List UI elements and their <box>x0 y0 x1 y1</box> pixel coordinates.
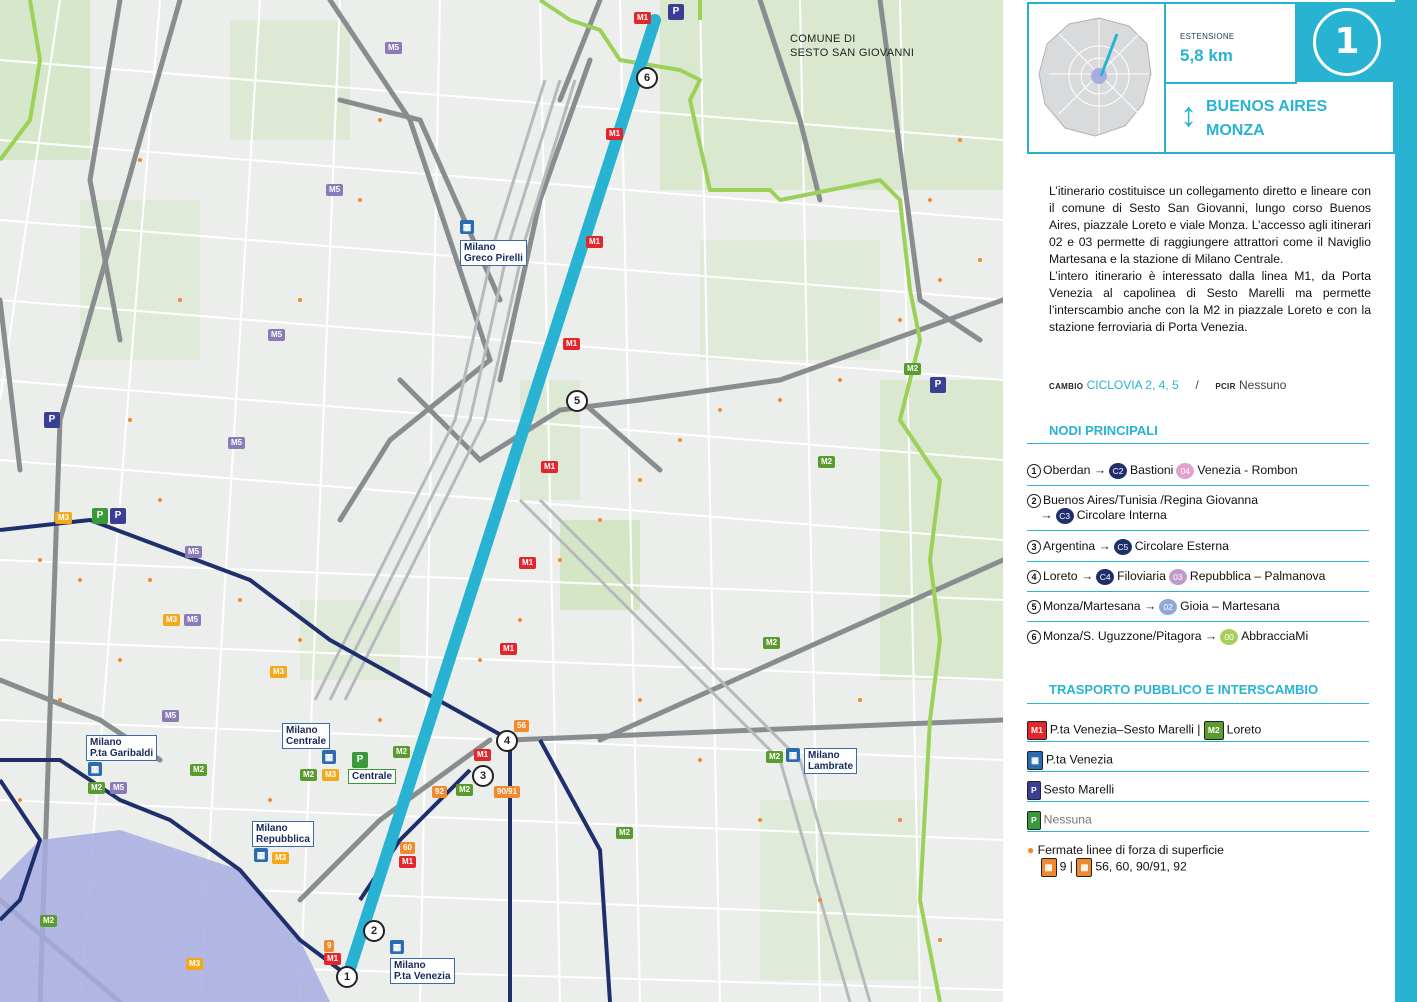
node-number: 4 <box>1027 570 1041 584</box>
station-line1: Milano <box>808 750 840 761</box>
divider <box>1027 801 1369 802</box>
m5-badge[interactable]: M5 <box>185 546 202 558</box>
station-line1: Milano <box>394 960 426 971</box>
station-line2: Repubblica <box>256 834 310 845</box>
route-number-box <box>1297 4 1397 82</box>
m5-badge[interactable]: M5 <box>184 614 201 626</box>
m3-badge[interactable]: M3 <box>322 769 339 781</box>
station-greco[interactable] <box>460 240 527 266</box>
node-number: 1 <box>1027 464 1041 478</box>
metro-separator: | <box>1197 722 1201 737</box>
cambio-label: CAMBIO <box>1049 382 1084 391</box>
extension-label: ESTENSIONE <box>1180 32 1235 41</box>
route-number: 1 <box>1313 8 1381 76</box>
ciclovia-label: Gioia – Martesana <box>1180 599 1280 614</box>
bike-parking-label: Nessuna <box>1043 812 1092 827</box>
ciclovia-label: Circolare Interna <box>1076 508 1167 523</box>
divider <box>1027 561 1369 562</box>
bus-60-badge[interactable]: 60 <box>400 842 415 854</box>
m2-badge[interactable]: M2 <box>763 637 780 649</box>
metro-m2-label: Loreto <box>1226 722 1262 737</box>
m3-badge[interactable]: M3 <box>272 852 289 864</box>
m2-badge[interactable]: M2 <box>904 363 921 375</box>
rail-label: P.ta Venezia <box>1046 752 1113 767</box>
node-name: Buenos Aires/Tunisia /Regina Giovanna <box>1043 493 1258 507</box>
extension-box <box>1166 4 1297 84</box>
tram-9-badge[interactable]: 9 <box>324 940 334 952</box>
parking-row[interactable] <box>1027 781 1377 800</box>
m2-badge[interactable]: M2 <box>300 769 317 781</box>
m2-badge[interactable]: M2 <box>88 782 105 794</box>
train-icon: ▦ <box>786 748 800 762</box>
stops-separator: | <box>1069 859 1073 874</box>
parking-icon[interactable]: P <box>110 508 126 524</box>
station-repubblica[interactable] <box>252 821 314 847</box>
bike-parking-icon: P <box>1027 811 1041 830</box>
train-icon: ▦ <box>88 762 102 776</box>
station-line2: P.ta Venezia <box>394 971 451 982</box>
node-row-6[interactable]: 6 Monza/S. Uguzzone/Pitagora → 00 AbbracciaMi <box>1027 629 1377 645</box>
station-line1: Milano <box>256 823 288 834</box>
side-stripe <box>1395 0 1417 1002</box>
node-name: Oberdan <box>1043 463 1091 478</box>
node-name: Loreto <box>1043 569 1078 584</box>
m3-badge[interactable]: M3 <box>186 958 203 970</box>
comune-line2: SESTO SAN GIOVANNI <box>790 47 915 59</box>
station-line1: Milano <box>90 737 122 748</box>
station-garibaldi[interactable] <box>86 735 157 761</box>
m5-badge[interactable]: M5 <box>268 329 285 341</box>
node-number: 6 <box>1027 630 1041 644</box>
route-to: MONZA <box>1206 122 1265 139</box>
m1-badge[interactable]: M1 <box>586 236 603 248</box>
m1-badge: M1 <box>1027 721 1047 740</box>
divider <box>1027 703 1369 704</box>
m1-badge[interactable]: M1 <box>606 128 623 140</box>
m1-badge[interactable]: M1 <box>399 856 416 868</box>
ciclovia-code: 03 <box>1169 569 1187 585</box>
divider <box>1027 443 1369 444</box>
ciclovia-label: Filoviaria <box>1117 569 1166 584</box>
ciclovia-code: C3 <box>1056 508 1074 524</box>
node-number: 3 <box>1027 540 1041 554</box>
description-paragraph-2: L’intero itinerario è interessato dalla linea M1, da Porta Venezia al capolinea di Sesto Marelli ma permette l’interscambio anche con la M2 in piazzale Loreto e con la stazione ferroviaria di Porta Venezia. <box>1049 269 1371 334</box>
divider <box>1027 741 1369 742</box>
node-row-1[interactable]: 1 Oberdan → C2 Bastioni 04 Venezia - Rombon <box>1027 463 1377 479</box>
bidirectional-arrow-icon: ↕ <box>1180 96 1197 134</box>
ciclovia-label: Bastioni <box>1130 463 1174 478</box>
ciclovia-code: C4 <box>1096 569 1114 585</box>
extension-value: 5,8 km <box>1180 46 1233 65</box>
cambio-row <box>1049 378 1286 392</box>
ciclovia-code: C5 <box>1114 539 1132 555</box>
bus-values: 56, 60, 90/91, 92 <box>1095 859 1187 874</box>
station-venezia[interactable] <box>390 958 455 984</box>
node-name: Monza/Martesana <box>1043 599 1141 614</box>
bus-icon: ▦ <box>1076 858 1092 877</box>
m5-badge[interactable]: M5 <box>326 184 343 196</box>
station-line2: Centrale <box>286 736 327 747</box>
station-line2: Lambrate <box>808 761 854 772</box>
ciclovia-label: Venezia - Rombon <box>1197 463 1298 478</box>
tram-icon: ▦ <box>1041 858 1057 877</box>
m1-badge[interactable]: M1 <box>634 12 651 24</box>
bike-parking-icon[interactable]: P <box>92 508 108 524</box>
m2-badge[interactable]: M2 <box>190 764 207 776</box>
divider <box>1027 621 1369 622</box>
cambio-value: CICLOVIA 2, 4, 5 <box>1086 378 1179 392</box>
station-centrale[interactable] <box>282 723 330 749</box>
ciclovia-label: Repubblica – Palmanova <box>1189 569 1326 584</box>
m2-badge[interactable]: M2 <box>456 784 473 796</box>
m5-badge[interactable]: M5 <box>228 437 245 449</box>
m1-badge[interactable]: M1 <box>474 749 491 761</box>
ciclovia-code: 04 <box>1176 463 1194 479</box>
tram-value: 9 <box>1059 859 1067 874</box>
bike-parking-icon[interactable]: P <box>352 752 368 768</box>
train-icon: ▦ <box>322 750 336 764</box>
metro-row[interactable] <box>1027 721 1377 740</box>
station-lambrate[interactable] <box>804 748 857 774</box>
bike-parking-row[interactable] <box>1027 811 1377 830</box>
stops-label: Fermate linee di forza di superficie <box>1037 843 1224 857</box>
transport-title: TRASPORTO PUBBLICO E INTERSCAMBIO <box>1049 682 1319 697</box>
cambio-separator: / <box>1195 378 1199 392</box>
city-outline-icon <box>1029 4 1162 152</box>
divider <box>1027 591 1369 592</box>
m1-badge[interactable]: M1 <box>541 461 558 473</box>
m2-badge[interactable]: M2 <box>766 751 783 763</box>
node-number: 5 <box>1027 600 1041 614</box>
m1-badge[interactable]: M1 <box>519 557 536 569</box>
info-panel <box>1003 0 1417 1002</box>
node-row-2[interactable]: 2 Buenos Aires/Tunisia /Regina Giovanna → C3 Circolare Interna <box>1027 493 1258 523</box>
m2-badge[interactable]: M2 <box>40 915 57 927</box>
ciclovia-label: Circolare Esterna <box>1134 539 1229 554</box>
bus-90-91-badge[interactable]: 90/91 <box>494 786 520 798</box>
m3-badge[interactable]: M3 <box>163 614 180 626</box>
station-line2: P.ta Garibaldi <box>90 748 154 759</box>
divider <box>1027 485 1369 486</box>
train-icon: ▦ <box>254 848 268 862</box>
m2-badge[interactable]: M2 <box>616 827 633 839</box>
description-paragraph-1: L’itinerario costituisce un collegamento diretto e lineare con il comune di Sesto San Giovanni, lungo corso Buenos Aires, piazzale Loreto e viale Monza. L’accesso agli itinerari 02 e 03 permette di raggiungere attrattori come il Naviglio Martesana e la stazione di Milano Centrale. <box>1049 184 1371 266</box>
rail-row[interactable] <box>1027 751 1377 770</box>
node-5[interactable]: 5 <box>566 390 588 412</box>
node-name: Monza/S. Uguzzone/Pitagora <box>1043 629 1202 644</box>
parking-icon[interactable]: P <box>930 377 946 393</box>
station-line1: Milano <box>464 242 496 253</box>
m1-badge[interactable]: M1 <box>324 953 341 965</box>
station-line1: Milano <box>286 725 318 736</box>
divider <box>1027 530 1369 531</box>
bus-92-badge[interactable]: 92 <box>432 786 447 798</box>
node-1[interactable]: 1 <box>336 966 358 988</box>
m2-badge[interactable]: M2 <box>818 456 835 468</box>
parking-icon[interactable]: P <box>668 4 684 20</box>
m3-badge[interactable]: M3 <box>55 512 72 524</box>
m5-badge[interactable]: M5 <box>110 782 127 794</box>
node-number: 2 <box>1027 494 1041 508</box>
train-icon: ▦ <box>460 220 474 234</box>
m2-badge: M2 <box>1204 721 1224 740</box>
train-icon: ▦ <box>390 940 404 954</box>
node-2[interactable]: 2 <box>363 920 385 942</box>
m1-badge[interactable]: M1 <box>563 338 580 350</box>
metro-m1-label: P.ta Venezia–Sesto Marelli <box>1049 722 1194 737</box>
parking-icon[interactable]: P <box>44 412 60 428</box>
m2-badge[interactable]: M2 <box>393 746 410 758</box>
train-icon: ▦ <box>1027 751 1043 770</box>
route-from: BUENOS AIRES <box>1206 98 1328 115</box>
comune-label <box>790 32 914 60</box>
locator-map <box>1029 4 1166 152</box>
centrale-bike-parking-label[interactable]: Centrale <box>348 769 396 784</box>
node-3[interactable]: 3 <box>472 765 494 787</box>
divider <box>1027 831 1369 832</box>
node-name: Argentina <box>1043 539 1096 554</box>
m3-badge[interactable]: M3 <box>270 666 287 678</box>
divider <box>1027 771 1369 772</box>
node-6[interactable]: 6 <box>636 67 658 89</box>
pcir-value: Nessuno <box>1239 378 1287 392</box>
pcir-label: PCIR <box>1215 382 1236 391</box>
route-endpoints <box>1166 84 1395 152</box>
bus-56-badge[interactable]: 56 <box>514 720 529 732</box>
node-row-4[interactable]: 4 Loreto → C4 Filoviaria 03 Repubblica – Palmanova <box>1027 569 1377 585</box>
stop-dot-icon: ● <box>1027 843 1035 857</box>
node-row-3[interactable]: 3 Argentina → C5 Circolare Esterna <box>1027 539 1377 555</box>
ciclovia-code: C2 <box>1109 463 1127 479</box>
ciclovia-code: 02 <box>1159 599 1177 615</box>
route-description <box>1049 183 1371 336</box>
ciclovia-label: AbbracciaMi <box>1241 629 1309 644</box>
nodes-title: NODI PRINCIPALI <box>1049 423 1158 438</box>
m1-badge[interactable]: M1 <box>500 643 517 655</box>
parking-icon: P <box>1027 781 1041 800</box>
m5-badge[interactable]: M5 <box>162 710 179 722</box>
ciclovia-code: 00 <box>1220 629 1238 645</box>
surface-stops-row[interactable] <box>1027 843 1377 877</box>
comune-line1: COMUNE DI <box>790 33 856 45</box>
node-4[interactable]: 4 <box>496 730 518 752</box>
header-box <box>1027 2 1395 154</box>
station-line2: Greco Pirelli <box>464 253 523 264</box>
node-row-5[interactable]: 5 Monza/Martesana → 02 Gioia – Martesana <box>1027 599 1377 615</box>
m5-badge[interactable]: M5 <box>385 42 402 54</box>
parking-label: Sesto Marelli <box>1043 782 1115 797</box>
